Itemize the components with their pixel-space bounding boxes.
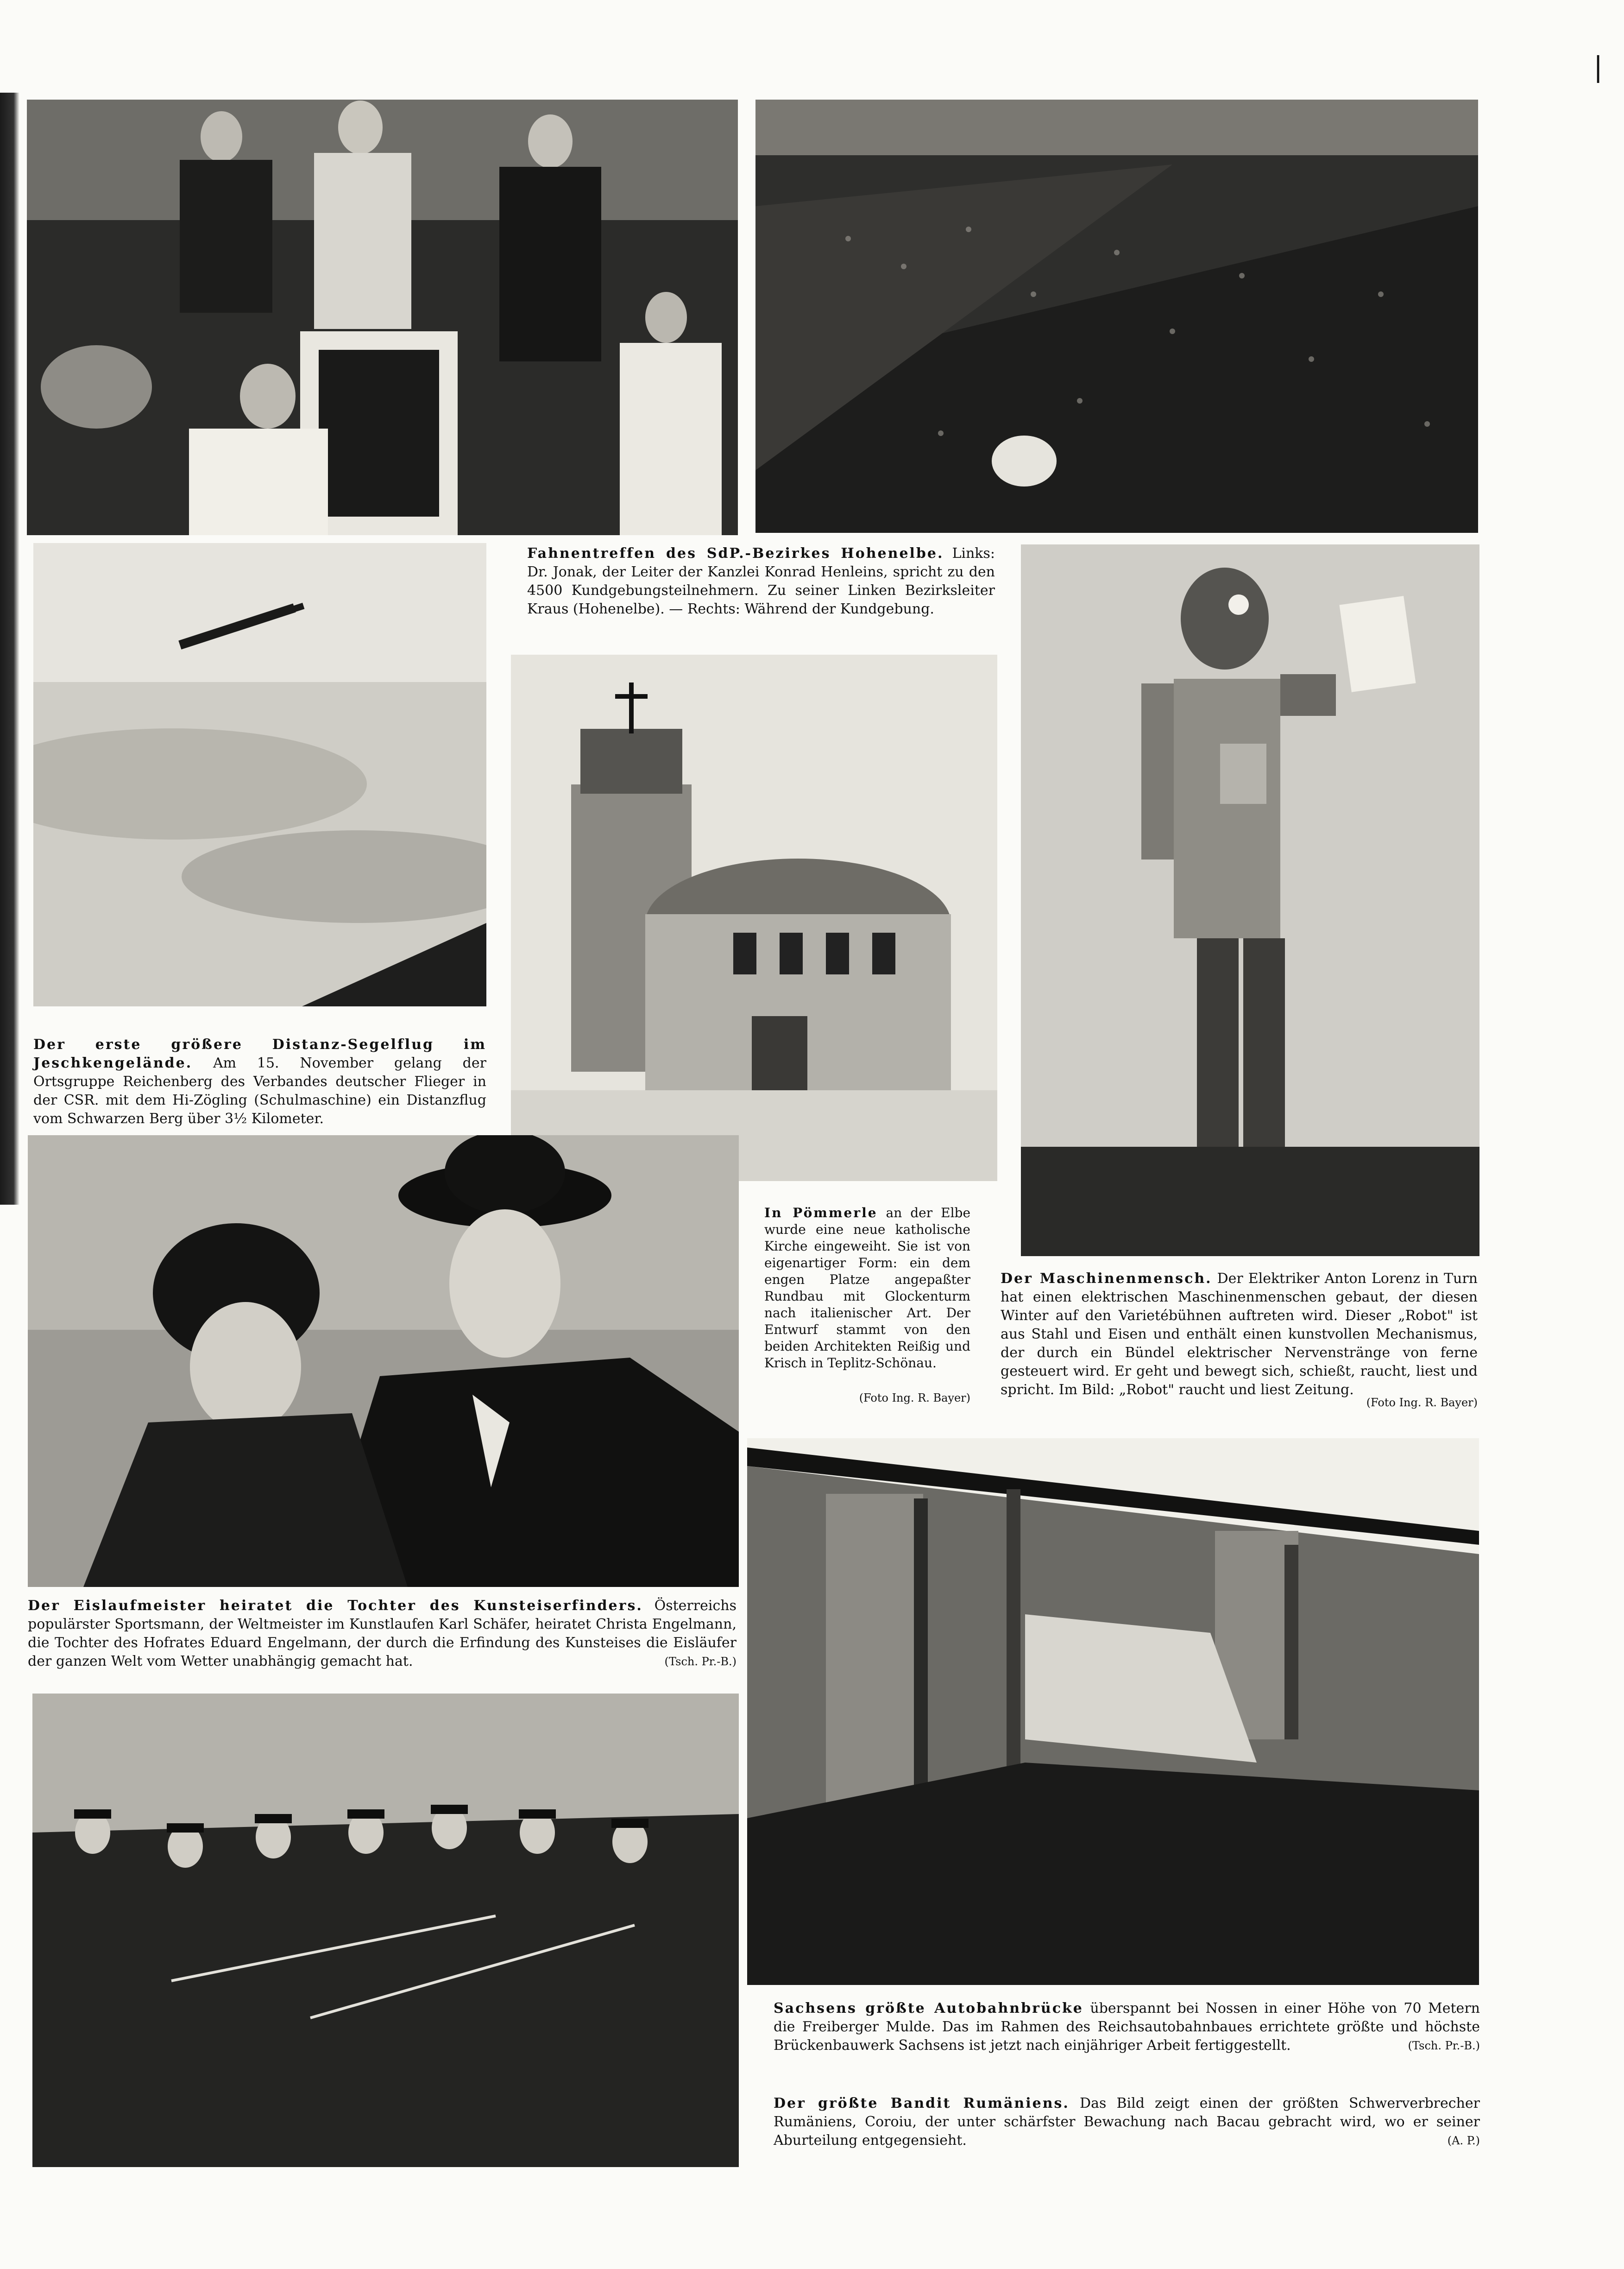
adjacent-page-edge <box>0 93 19 1205</box>
credit-robot: (Foto Ing. R. Bayer) <box>1366 1396 1478 1409</box>
caption-rally-title: Fahnentreffen des SdP.-Bezirkes Hohenelbe. <box>527 545 944 562</box>
caption-glider-title: Der erste größere Distanz-Segelflug im Jeschkengelände. <box>33 1037 486 1071</box>
photo-rally-speakers <box>27 100 738 535</box>
caption-robot-title: Der Maschinenmensch. <box>1001 1270 1212 1287</box>
caption-bandit-text: Das Bild zeigt einen der größten Schwerverbrecher Rumäniens, Coroiu, der unter schärfster Bewachung nach Bacau gebracht wird, wo er seiner Aburteilung entgegensieht. <box>774 2095 1480 2149</box>
photo-robot <box>1021 544 1479 1256</box>
caption-rally-text: Links: Dr. Jonak, der Leiter der Kanzlei Konrad Henleins, spricht zu den 4500 Kundgebungsteilnehmern. Zu seiner Linken Bezirksleiter Kraus (Hohenelbe). — Rechts: Während der Kundgebung. <box>527 545 995 617</box>
page-mark: | <box>1593 51 1603 83</box>
caption-church <box>764 1205 970 1372</box>
caption-robot <box>1001 1270 1478 1399</box>
caption-church-text: an der Elbe wurde eine neue katholische Kirche eingeweiht. Sie ist von eigenartiger Form: ein dem engen Platze angepaßter Rundbau mit Glockenturm nach italienischer Art. Der Entwurf stammt von den beiden Architekten Reißig und Krisch in Teplitz-Schönau. <box>764 1205 971 1371</box>
caption-robot-text: Der Elektriker Anton Lorenz in Turn hat einen elektrischen Maschinenmenschen gebaut, der diesen Winter auf den Varietébühnen auftreten wird. Dieser „Robot" ist aus Stahl und Eisen und enthält einen kunstvollen Mechanismus, der durch ein Bündel elektrischer Nervenstränge von ferne gesteuert wird. Er geht und bewegt sich, schießt, raucht, liest und spricht. Im Bild: „Robot" raucht und liest Zeitung. <box>1001 1270 1478 1398</box>
photo-couple <box>28 1135 739 1587</box>
photo-church <box>511 655 997 1181</box>
credit-bandit: (A. P.) <box>1447 2134 1480 2147</box>
caption-glider-text: Am 15. November gelang der Ortsgruppe Reichenberg des Verbandes deutscher Flieger in der CSR. mit dem Hi-Zögling (Schulmaschine) ein Distanzflug vom Schwarzen Berg über 3½ Kilometer. <box>33 1055 486 1127</box>
caption-bridge-text: überspannt bei Nossen in einer Höhe von 70 Metern die Freiberger Mulde. Das im Rahmen des Reichsautobahnbaues errichtete größte und höchste Brückenbauwerk Sachsens ist jetzt nach einjähriger Arbeit fertiggestellt. <box>774 2000 1480 2054</box>
caption-bandit <box>774 2094 1480 2150</box>
credit-bridge: (Tsch. Pr.-B.) <box>1408 2039 1480 2052</box>
caption-bridge-title: Sachsens größte Autobahnbrücke <box>774 2000 1083 2016</box>
photo-rally-crowd <box>755 100 1478 533</box>
caption-rally <box>527 544 995 619</box>
caption-couple-title: Der Eislaufmeister heiratet die Tochter des Kunsteiserfinders. <box>28 1598 643 1614</box>
caption-couple-text: Österreichs populärster Sportsmann, der Weltmeister im Kunstlaufen Karl Schäfer, heiratet Christa Engelmann, die Tochter des Hofrates Eduard Engelmann, der durch die Erfindung des Kunsteises die Eisläufer der ganzen Welt vom Wetter unabhängig gemacht hat. <box>28 1598 736 1669</box>
credit-church: (Foto Ing. R. Bayer) <box>859 1391 970 1404</box>
photo-glider <box>33 543 486 1006</box>
caption-couple <box>28 1597 736 1671</box>
caption-church-title: In Pömmerle <box>764 1205 878 1220</box>
credit-couple: (Tsch. Pr.-B.) <box>664 1655 736 1668</box>
caption-bandit-title: Der größte Bandit Rumäniens. <box>774 2095 1070 2111</box>
photo-bandit <box>32 1694 739 2167</box>
photo-bridge <box>747 1438 1479 1985</box>
caption-bridge <box>774 1999 1480 2055</box>
caption-glider <box>33 1036 486 1128</box>
